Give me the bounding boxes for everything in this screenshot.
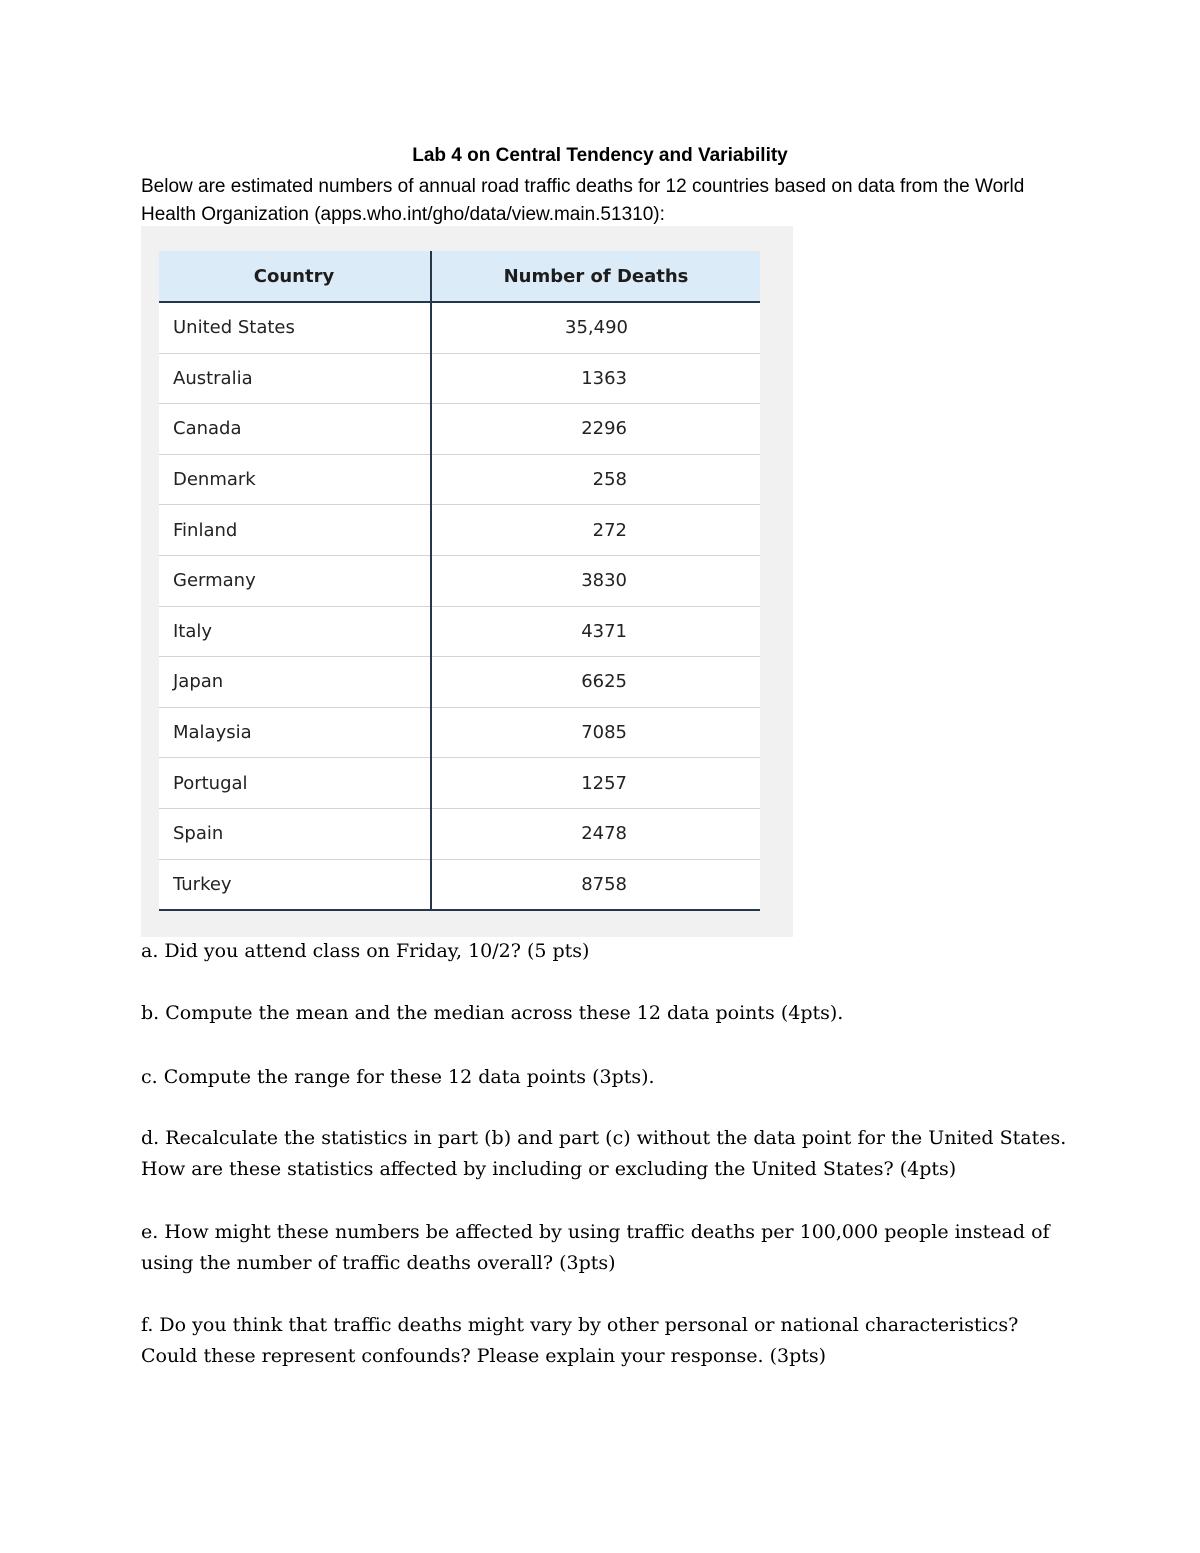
deaths-cell xyxy=(431,454,760,505)
question-b: b. Compute the mean and the median across these 12 data points (4pts). xyxy=(141,1002,844,1024)
question-f: f. Do you think that traffic deaths might vary by other personal or national characteristics? Could these represent confounds? Please explain your response. (3pts) xyxy=(141,1314,1019,1367)
deaths-value: 1257 xyxy=(581,772,627,794)
country-cell: Spain xyxy=(159,808,431,859)
deaths-cell xyxy=(431,808,760,859)
table-row xyxy=(159,657,760,708)
deaths-cell xyxy=(431,859,760,910)
country-cell: Finland xyxy=(159,505,431,556)
deaths-value: 2478 xyxy=(581,823,627,845)
deaths-cell xyxy=(431,505,760,556)
deaths-value: 3830 xyxy=(581,570,627,592)
country-cell: Australia xyxy=(159,353,431,404)
question-d: d. Recalculate the statistics in part (b) and part (c) without the data point for the United States. How are these statistics affected by including or excluding the United States? (4pts) xyxy=(141,1127,1067,1180)
table-row xyxy=(159,707,760,758)
deaths-cell xyxy=(431,606,760,657)
deaths-cell xyxy=(431,302,760,353)
deaths-cell xyxy=(431,707,760,758)
question-a: a. Did you attend class on Friday, 10/2? (5 pts) xyxy=(141,940,590,962)
deaths-value: 2296 xyxy=(581,418,627,440)
deaths-value: 4371 xyxy=(581,620,627,642)
question-e: e. How might these numbers be affected by using traffic deaths per 100,000 people instead of using the number of traffic deaths overall? (3pts) xyxy=(141,1221,1050,1274)
table-row xyxy=(159,758,760,809)
country-cell: Malaysia xyxy=(159,707,431,758)
table-row xyxy=(159,302,760,353)
country-cell: Portugal xyxy=(159,758,431,809)
deaths-value: 8758 xyxy=(581,873,627,895)
deaths-cell xyxy=(431,353,760,404)
table-row xyxy=(159,353,760,404)
deaths-value: 35,490 xyxy=(565,317,628,339)
column-header-deaths: Number of Deaths xyxy=(431,251,760,302)
table-row xyxy=(159,808,760,859)
table-header-row xyxy=(159,251,760,302)
table-row xyxy=(159,454,760,505)
traffic-deaths-table xyxy=(159,251,760,911)
deaths-value: 1363 xyxy=(581,367,627,389)
country-cell: Japan xyxy=(159,657,431,708)
country-cell: Canada xyxy=(159,404,431,455)
deaths-value: 272 xyxy=(592,519,627,541)
deaths-value: 258 xyxy=(592,469,627,491)
table-figure xyxy=(141,226,793,937)
country-cell: Germany xyxy=(159,555,431,606)
table-row xyxy=(159,555,760,606)
table-row xyxy=(159,505,760,556)
deaths-value: 6625 xyxy=(581,671,627,693)
table-row xyxy=(159,859,760,910)
deaths-cell xyxy=(431,555,760,606)
deaths-cell xyxy=(431,657,760,708)
column-header-country: Country xyxy=(159,251,431,302)
country-cell: United States xyxy=(159,302,431,353)
table-row xyxy=(159,606,760,657)
deaths-value: 7085 xyxy=(581,722,627,744)
deaths-cell xyxy=(431,758,760,809)
country-cell: Turkey xyxy=(159,859,431,910)
page-title: Lab 4 on Central Tendency and Variability xyxy=(412,145,788,166)
table-row xyxy=(159,404,760,455)
intro-paragraph: Below are estimated numbers of annual road traffic deaths for 12 countries based on data from the World Health Organization (apps.who.int/gho/data/view.main.51310): xyxy=(141,176,1025,225)
question-c: c. Compute the range for these 12 data points (3pts). xyxy=(141,1066,655,1088)
country-cell: Denmark xyxy=(159,454,431,505)
deaths-cell xyxy=(431,404,760,455)
country-cell: Italy xyxy=(159,606,431,657)
